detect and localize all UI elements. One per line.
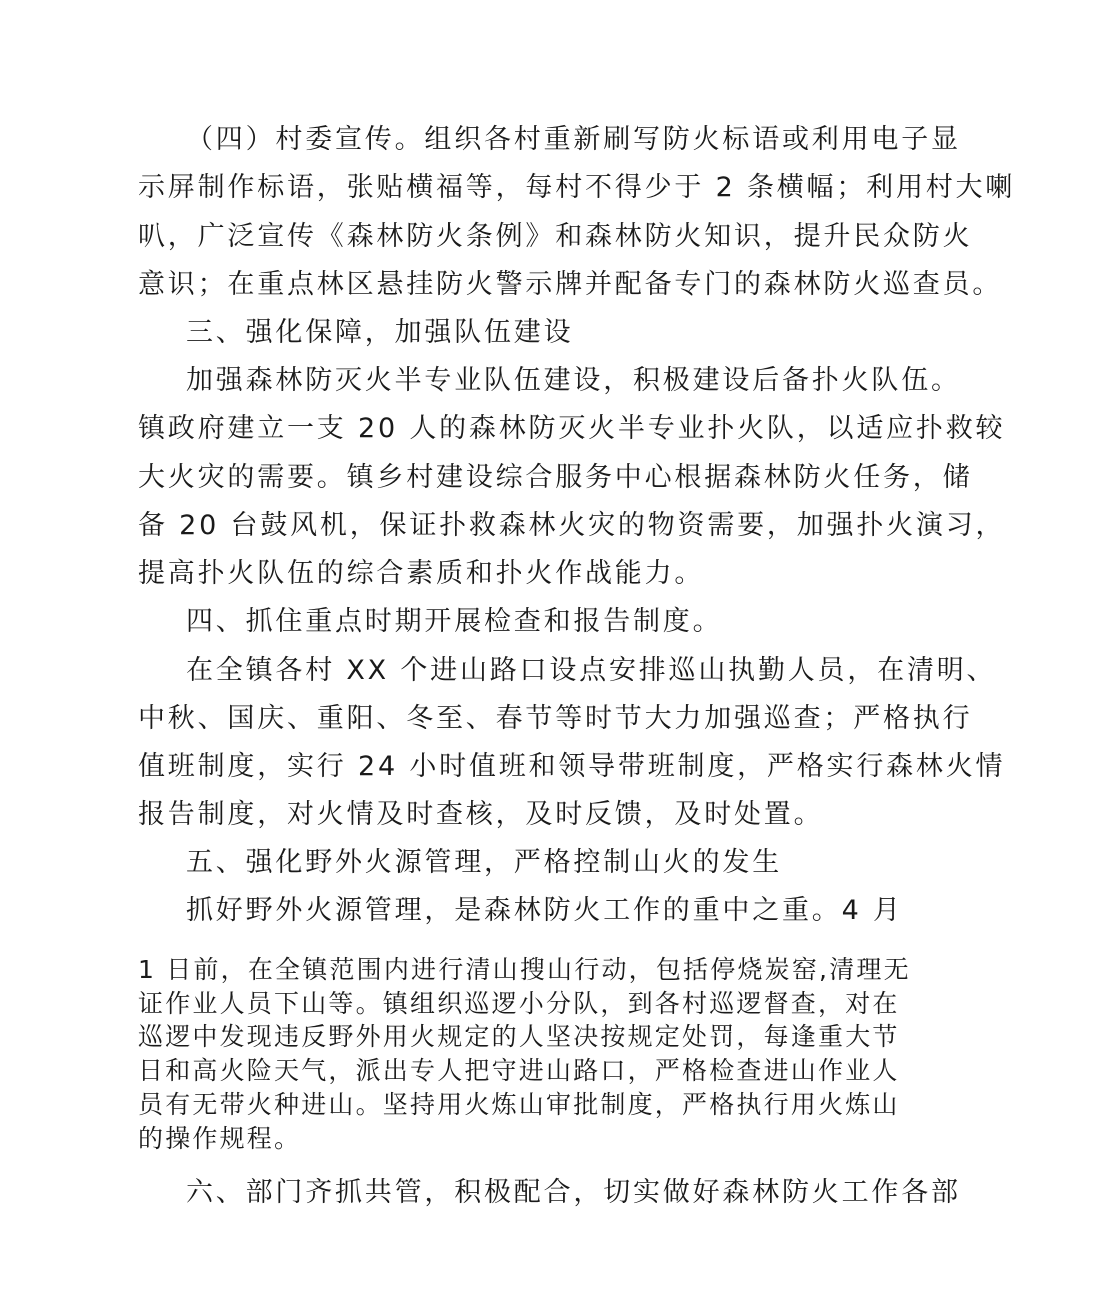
paragraph-line: 抓好野外火源管理，是森林防火工作的重中之重。4 月 xyxy=(186,895,903,926)
paragraph-line: 报告制度，对火情及时查核，及时反馈，及时处置。 xyxy=(138,799,824,830)
paragraph-line: 叭，广泛宣传《森林防火条例》和森林防火知识，提升民众防火 xyxy=(138,221,973,252)
paragraph-line: 中秋、国庆、重阳、冬至、春节等时节大力加强巡查；严格执行 xyxy=(138,703,973,734)
paragraph-line: 示屏制作标语，张贴横福等，每村不得少于 2 条横幅；利用村大喇 xyxy=(138,172,1016,203)
paragraph-line: 在全镇各村 XX 个进山路口设点安排巡山执勤人员，在清明、 xyxy=(186,655,997,686)
paragraph-line: 备 20 台鼓风机，保证扑救森林火灾的物资需要，加强扑火演习， xyxy=(138,510,1006,541)
paragraph-line: 大火灾的需要。镇乡村建设综合服务中心根据森林防火任务，储 xyxy=(138,462,973,493)
paragraph-line: 证作业人员下山等。镇组织巡逻小分队，到各村巡逻督查，对在 xyxy=(138,989,900,1018)
section-heading: 六、部门齐抓共管，积极配合，切实做好森林防火工作各部 xyxy=(186,1177,961,1208)
paragraph-line: 值班制度，实行 24 小时值班和领导带班制度，严格实行森林火情 xyxy=(138,751,1006,782)
section-heading: 五、强化野外火源管理，严格控制山火的发生 xyxy=(186,847,782,878)
paragraph-line: 加强森林防灭火半专业队伍建设，积极建设后备扑火队伍。 xyxy=(186,365,961,396)
paragraph-line: 镇政府建立一支 20 人的森林防灭火半专业扑火队，以适应扑救较 xyxy=(138,413,1006,444)
section-heading: 三、强化保障，加强队伍建设 xyxy=(186,317,574,348)
paragraph-line: 意识；在重点林区悬挂防火警示牌并配备专门的森林防火巡查员。 xyxy=(138,269,1003,300)
paragraph-line: 巡逻中发现违反野外用火规定的人坚决按规定处罚，每逢重大节 xyxy=(138,1022,900,1051)
paragraph-line: 日和高火险天气，派出专人把守进山路口，严格检查进山作业人 xyxy=(138,1056,900,1085)
paragraph-line: 提高扑火队伍的综合素质和扑火作战能力。 xyxy=(138,558,705,589)
paragraph-line: 员有无带火种进山。坚持用火炼山审批制度，严格执行用火炼山 xyxy=(138,1090,900,1119)
paragraph-line: 的操作规程。 xyxy=(138,1124,302,1153)
paragraph-line: 1 日前，在全镇范围内进行清山搜山行动，包括停烧炭窑,清理无 xyxy=(138,955,911,984)
section-heading: 四、抓住重点时期开展检查和报告制度。 xyxy=(186,606,723,637)
paragraph-line: （四）村委宣传。组织各村重新刷写防火标语或利用电子显 xyxy=(186,124,961,155)
